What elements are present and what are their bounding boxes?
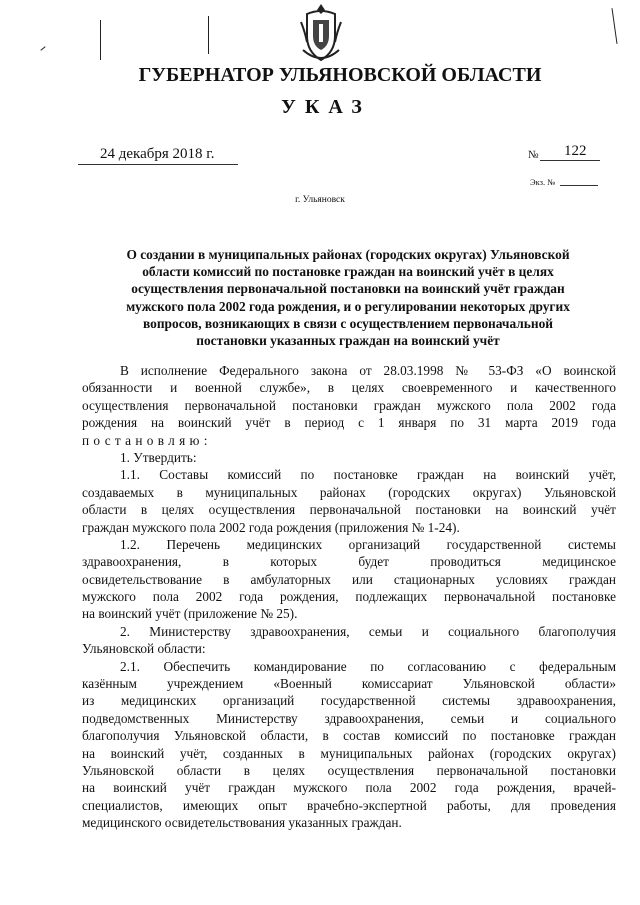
body-line: из медицинских организаций государственной системы здравоохранения, — [82, 693, 616, 709]
city: г. Ульяновск — [295, 195, 345, 205]
body-line: на воинский учёт, созданных в муниципальных районах (городских округах) — [82, 745, 616, 761]
body-line: области в целях осуществления первоначальной постановки на воинский учёт — [82, 502, 616, 518]
body-line: Ульяновской области в целях осуществления первоначальной постановки — [82, 762, 616, 778]
date-underline — [78, 164, 238, 165]
body-line: рождения на воинский учёт в период с 1 января по 31 марта 2019 года — [82, 415, 616, 431]
body-line: на воинский учёт (приложение № 25). — [82, 606, 298, 622]
document-number: 122 — [564, 143, 587, 159]
heading-line: осуществления первоначальной постановки на воинский учёт граждан — [131, 281, 565, 297]
copy-number-underline — [560, 185, 598, 186]
scan-mark — [208, 16, 209, 54]
heading-line: мужского пола 2002 года рождения, и о регулировании некоторых других — [126, 298, 570, 314]
body-line: казённым учреждением «Военный комиссариат Ульяновской области» — [82, 676, 616, 692]
body-line: медицинского освидетельствования указанных граждан. — [82, 815, 402, 831]
body-line: Ульяновской области: — [82, 641, 206, 657]
heading-line: вопросов, возникающих в связи с осуществлением первоначальной — [143, 315, 553, 331]
body-line: на воинский учёт граждан мужского пола 2002 года рождения, врачей- — [82, 780, 616, 796]
coat-of-arms-icon — [297, 2, 345, 66]
body-line: обязанности и военной службе», в целях своевременного и качественного — [82, 380, 616, 396]
body-line: специалистов, имеющих опыт врачебно-экспертной работы, для проведения — [82, 797, 616, 813]
body-line: создаваемых в муниципальных районах (городских округах) Ульяновской — [82, 484, 616, 500]
heading-line: области комиссий по постановке граждан на воинский учёт в целях — [142, 264, 554, 280]
scan-mark — [100, 20, 101, 60]
body-line: 2. Министерству здравоохранения, семьи и социального благополучия — [120, 623, 616, 639]
document-date: 24 декабря 2018 г. — [100, 146, 215, 162]
heading-line: постановки указанных граждан на воинский учёт — [196, 333, 500, 349]
scan-mark — [611, 8, 617, 44]
body-line: 1.1. Составы комиссий по постановке граждан на воинский учёт, — [120, 467, 616, 483]
body-line: мужского пола 2002 года рождения, подлежащих первоначальной постановке — [82, 589, 616, 605]
number-underline — [540, 160, 600, 161]
copy-number-label: Экз. № — [530, 177, 556, 187]
document-type: УКАЗ — [281, 96, 371, 118]
heading-line: О создании в муниципальных районах (городских округах) Ульяновской — [126, 247, 570, 262]
body-line: 2.1. Обеспечить командирование по согласованию с федеральным — [120, 658, 616, 674]
body-line: В исполнение Федерального закона от 28.03.1998 № 53-ФЗ «О воинской — [120, 363, 616, 378]
page-title: ГУБЕРНАТОР УЛЬЯНОВСКОЙ ОБЛАСТИ — [138, 64, 542, 86]
scan-mark — [40, 46, 45, 51]
document-heading — [78, 246, 618, 349]
body-line: 1.2. Перечень медицинских организаций государственной системы — [120, 536, 616, 552]
body-line: подведомственных Министерству здравоохранения, семьи и социального — [82, 710, 616, 726]
body-line: здравоохранения, в которых будет проводиться медицинское — [82, 554, 616, 570]
document-body — [82, 362, 616, 832]
body-line: граждан мужского пола 2002 года рождения (приложения № 1-24). — [82, 519, 460, 535]
body-line: освидетельствование в амбулаторных или стационарных условиях граждан — [82, 571, 616, 587]
body-line: постановляю: — [82, 432, 212, 448]
number-label: № — [528, 149, 539, 161]
body-line: 1. Утвердить: — [120, 449, 197, 465]
body-line: осуществления первоначальной постановки граждан мужского пола 2002 года — [82, 397, 616, 413]
body-line: благополучия Ульяновской области, в состав комиссий по постановке граждан — [82, 728, 616, 744]
